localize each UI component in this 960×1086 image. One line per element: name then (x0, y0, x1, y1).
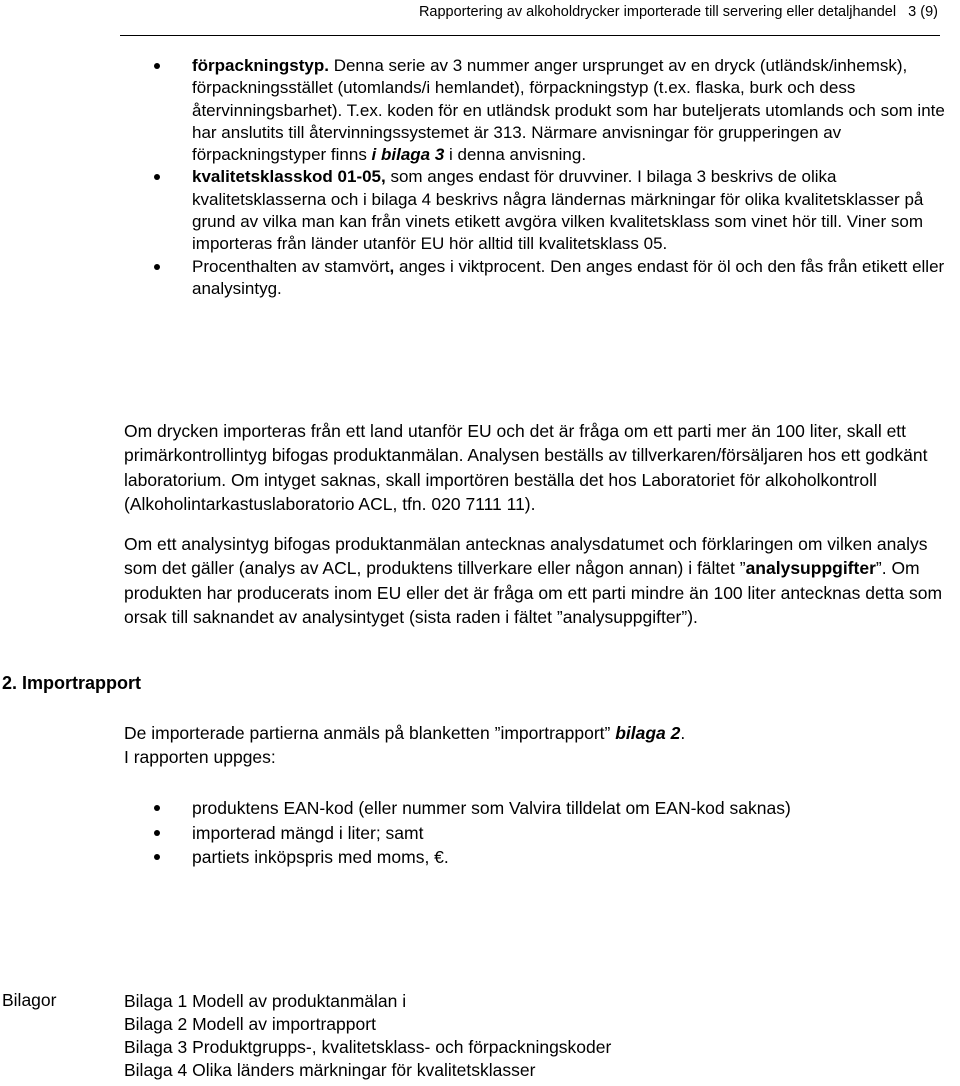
page-number: 3 (9) (908, 4, 938, 20)
list-item-packaging-type (192, 55, 960, 166)
attachment-item: Bilaga 4 Olika länders märkningar för kvalitetsklasser (124, 1060, 536, 1080)
list-item: importerad mängd i liter; samt (192, 821, 960, 846)
intro-line-2: I rapporten uppges: (124, 747, 276, 768)
bold-comma: , (389, 256, 395, 276)
report-fields-list (192, 796, 960, 870)
ref-bilaga-2: bilaga 2 (615, 723, 681, 743)
ref-bilaga-3: i bilaga 3 (371, 145, 445, 165)
attachment-item: Bilaga 1 Modell av produktanmälan i (124, 991, 407, 1011)
list-item: partiets inköpspris med moms, €. (192, 845, 960, 870)
header-text (419, 4, 938, 20)
header-rule (120, 35, 940, 36)
item-text: Denna serie av 3 nummer anger ursprunget av en dryck (utländsk/inhemsk), förpackningsstället (utomlands/i hemlandet), förpackningstyp (t.ex. flaska, burk och dess återvinningsbarhet). T.ex. koden för en utländsk produkt som har buteljerats utomlands och som inte har anslutits till återvinningssystemet är 313. Närmare anvisningar för grupperingen av förpackningstyper finns (192, 56, 945, 165)
code-field-list (192, 55, 960, 300)
page-header (0, 0, 960, 36)
attachment-item: Bilaga 2 Modell av importrapport (124, 1014, 376, 1034)
term-analysuppgifter: analysuppgifter (745, 558, 876, 579)
paragraph-text-1: Om ett analysintyg bifogas produktanmälan antecknas analysdatumet och förklaringen om vilken analys som det gäller (analys av ACL, produktens tillverkare eller någon annan) i fältet ” (124, 534, 928, 579)
import-report-intro (124, 721, 954, 770)
term-quality-class: kvalitetsklasskod 01-05, (192, 167, 386, 187)
intro-end: . (680, 723, 686, 743)
list-item: produktens EAN-kod (eller nummer som Valvira tilldelat om EAN-kod saknas) (192, 796, 960, 821)
paragraph-text-2: ”. Om produkten har producerats inom EU eller det är fråga om ett parti mindre än 100 liter antecknas detta som orsak till saknandet av analysintyget (sista raden i fältet ”analysuppgifter”). (124, 558, 943, 627)
intro-text: De importerade partierna anmäls på blanketten ”importrapport” (124, 723, 616, 743)
term-packaging-type: förpackningstyp. (192, 56, 329, 75)
item-text-pre: Procenthalten av stamvört (192, 256, 390, 276)
header-title: Rapportering av alkoholdrycker importerade till servering eller detaljhandel (418, 4, 897, 20)
paragraph-analysis-certificate (124, 532, 954, 629)
attachments-label: Bilagor (2, 990, 57, 1010)
attachments-list (124, 990, 611, 1082)
item-text-end: i denna anvisning. (444, 145, 587, 165)
item-text: som anges endast för druvviner. I bilaga 3 beskrivs de olika kvalitetsklasserna och i bilaga 4 beskrivs några ländernas märkningar för olika kvalitetsklasser på grund av vilka man kan från vinets etikett avgöra vilken kvalitetsklass som vinet hör till. Viner som importeras från länder utanför EU hör alltid till kvalitetsklass 05. (192, 167, 924, 254)
list-item-wort-percentage (192, 256, 960, 301)
list-item-quality-class (192, 166, 960, 255)
paragraph-primary-control: Om drycken importeras från ett land utanför EU och det är fråga om ett parti mer än 100 liter, skall ett primärkontrollintyg bifogas produktanmälan. Analysen beställs av tillverkaren/försäljaren hos ett godkänt laboratorium. Om intyget saknas, skall importören beställa det hos Laboratoriet för alkoholkontroll (Alkoholintarkastuslaboratorio ACL, tfn. 020 7111 11). (124, 421, 928, 514)
item-text: anges i viktprocent. Den anges endast för öl och den fås från etikett eller analysintyg. (192, 256, 945, 298)
section-heading: 2. Importrapport (2, 673, 142, 693)
attachment-item: Bilaga 3 Produktgrupps-, kvalitetsklass- och förpackningskoder (124, 1037, 612, 1057)
